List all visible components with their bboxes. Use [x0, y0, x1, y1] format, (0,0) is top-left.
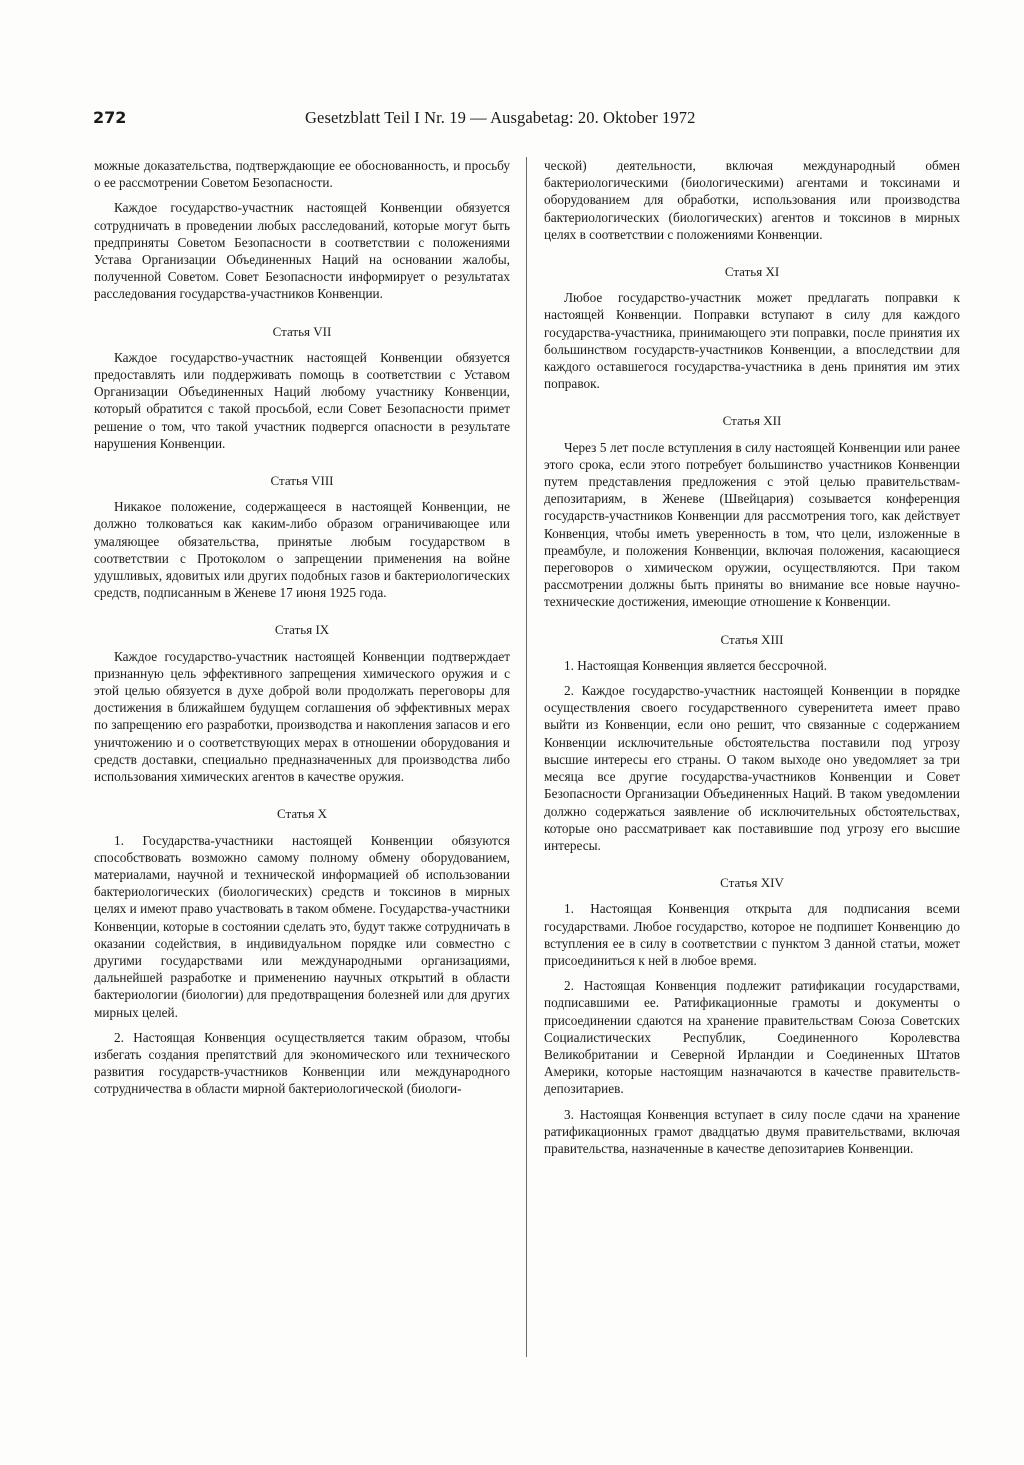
- paragraph-continued: можные доказательства, подтверждающие ее обоснованность, и просьбу о ее рассмотрении Советом Безопасности.: [94, 158, 510, 191]
- paragraph-article-13-2: 2. Каждое государство-участник настоящей Конвенции в порядке осуществления своего государственного суверенитета имеет право выйти из Конвенции, если оно решит, что связанные с содержанием Конвенции исключительные обстоятельства поставили под угрозу высшие интересы его страны. О таком выходе оно уведомляет за три месяца все другие государства-участников Конвенции и Совет Безопасности Организации Объединенных Наций. В таком уведомлении должно содержаться заявление об исключительных обстоятельствах, которые оно рассматривает как поставившие под угрозу его высшие интересы.: [544, 683, 960, 853]
- paragraph-continued: ческой) деятельности, включая международный обмен бактериологическими (биологическими) агентами и токсинами и оборудованием для обработки, использования или производства бактериологических (биологических) агентов и токсинов в мирных целях в соответствии с положениями Конвенции.: [544, 158, 960, 242]
- paragraph-article-7: Каждое государство-участник настоящей Конвенции обязуется предоставлять или поддерживать помощь в соответствии с Уставом Организации Объединенных Наций любому участнику Конвенции, который обратится с такой просьбой, если Совет Безопасности примет решение о том, что такой участник подвергся опасности в результате нарушения Конвенции.: [94, 349, 510, 451]
- page-number: 272: [93, 108, 127, 127]
- paragraph-article-14-2: 2. Настоящая Конвенция подлежит ратификации государствами, подписавшими ее. Ратификационные грамоты и документы о присоединении сдаются на хранение правительствам Союза Советских Социалистических Республик, Соединенного Королевства Великобритании и Северной Ирландии и Соединенных Штатов Америки, которые настоящим назначаются в качестве правительств-депозитариев.: [544, 978, 960, 1097]
- heading-article-10: Статья X: [276, 806, 327, 822]
- page-header: [93, 108, 961, 132]
- paragraph-article-9: Каждое государство-участник настоящей Конвенции подтверждает признанную цель эффективного запрещения химического оружия и с этой целью обязуется в духе доброй воли продолжать переговоры для достижения в ближайшем будущем соглашения об эффективных мерах по запрещению его разработки, производства и накопления запасов и его уничтожению и о соответствующих мерах в отношении оборудования и средств доставки, специально предназначенных для производства либо использования химических агентов в качестве оружия.: [94, 648, 510, 785]
- running-title: Gesetzblatt Teil I Nr. 19 — Ausgabetag: 20. Oktober 1972: [305, 108, 696, 127]
- paragraph-article-6-cooperation: Каждое государство-участник настоящей Конвенции обязуется сотрудничать в проведении любых расследований, которые могут быть предприняты Советом Безопасности в соответствии с положениями Устава Организации Объединенных Наций на основании жалобы, полученной Советом. Совет Безопасности информирует о результатах расследования государства-участников Конвенции.: [94, 200, 510, 302]
- heading-article-13: Статья XIII: [720, 631, 784, 647]
- heading-article-14: Статья XIV: [720, 875, 784, 891]
- paragraph-article-14-3: 3. Настоящая Конвенция вступает в силу после сдачи на хранение ратификационных грамот двадцатью двумя правительствами, включая правительства, назначенные в качестве депозитариев Конвенции.: [544, 1106, 960, 1156]
- heading-article-7: Статья VII: [272, 323, 332, 339]
- column-divider: [526, 157, 527, 1357]
- heading-article-8: Статья VIII: [270, 473, 334, 489]
- paragraph-article-11: Любое государство-участник может предлагать поправки к настоящей Конвенции. Поправки вступают в силу для каждого государства-участника, принимающего эти поправки, после принятия их большинством государств-участников Конвенции, а впоследствии для каждого оставшегося государства-участника в день принятия им этих поправок.: [544, 290, 960, 392]
- paragraph-article-8: Никакое положение, содержащееся в настоящей Конвенции, не должно толковаться как каким-либо образом ограничивающее или умаляющее обязательства, принятые любым государством в соответствии с Протоколом о запрещении применения на войне удушливых, ядовитых или других подобных газов и бактериологических средств, подписанным в Женеве 17 июня 1925 года.: [94, 499, 510, 601]
- heading-article-11: Статья XI: [724, 264, 780, 280]
- paragraph-article-10-1: 1. Государства-участники настоящей Конвенции обязуются способствовать возможно самому полному обмену оборудованием, материалами, научной и технической информацией об использовании бактериологических (биологических) средств и токсинов в мирных целях и имеют право участвовать в таком обмене. Государства-участники Конвенции, которые в состоянии сделать это, будут также сотрудничать в оказании содействия, в индивидуальном порядке или совместно с другими государствами или международными организациями, дальнейшей разработке и применению научных открытий в области бактериологии (биологии) для предотвращения болезней или для других мирных целей.: [94, 832, 510, 1020]
- heading-article-9: Статья IX: [274, 622, 330, 638]
- left-column: [94, 157, 510, 1106]
- paragraph-article-12: Через 5 лет после вступления в силу настоящей Конвенции или ранее этого срока, если этого потребует большинство участников Конвенции путем представления предложения с этой целью правительствам-депозитариям, в Женеве (Швейцария) созывается конференция государств-участников Конвенции для рассмотрения того, как действует Конвенция, чтобы иметь уверенность в том, что цели, изложенные в преамбуле, и положения Конвенции, включая положения, касающиеся переговоров о химическом оружии, осуществляются. При таком рассмотрении должны быть приняты во внимание все новые научно-технические достижения, имеющие отношение к Конвенции.: [544, 439, 960, 610]
- paragraph-article-14-1: 1. Настоящая Конвенция открыта для подписания всеми государствами. Любое государство, которое не подпишет Конвенцию до вступления ее в силу в соответствии с пунктом 3 данной статьи, может присоединиться к ней в любое время.: [544, 901, 960, 968]
- paragraph-article-10-2: 2. Настоящая Конвенция осуществляется таким образом, чтобы избегать создания препятствий для экономического или технического развития государств-участников Конвенции или международного сотрудничества в области мирной бактериологической (биологи-: [94, 1029, 510, 1097]
- right-column: [544, 157, 960, 1165]
- heading-article-12: Статья XII: [722, 413, 782, 429]
- paragraph-article-13-1: 1. Настоящая Конвенция является бессрочной.: [564, 657, 828, 673]
